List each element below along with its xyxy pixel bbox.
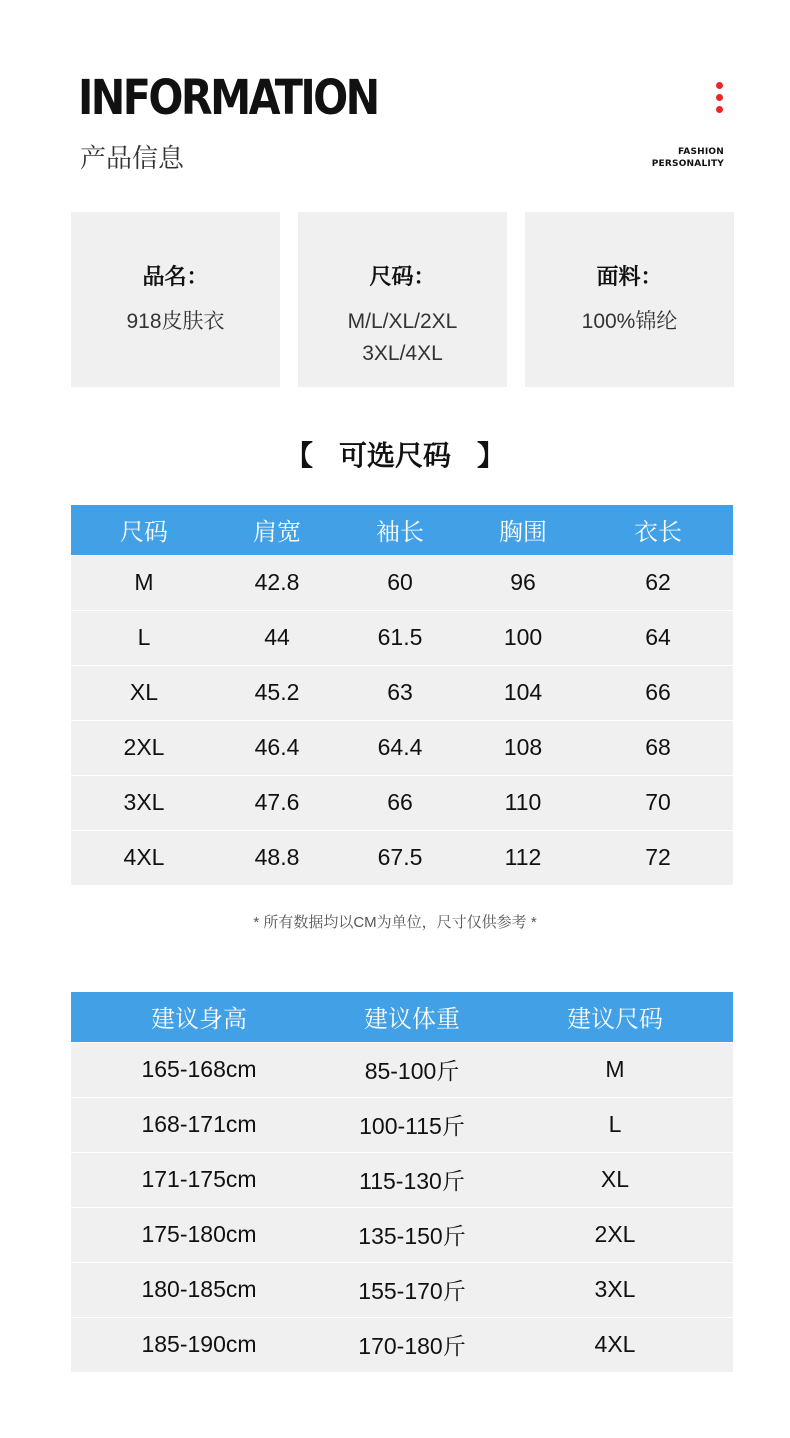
table-cell: 4XL xyxy=(497,1317,733,1372)
table-row xyxy=(71,555,733,610)
card-size xyxy=(298,212,507,387)
table-cell: 44 xyxy=(217,610,337,665)
tagline-line-2: PERSONALITY xyxy=(651,159,724,169)
table-cell: 68 xyxy=(583,720,733,775)
table-cell: 66 xyxy=(337,775,463,830)
card-label: 尺码： xyxy=(369,264,436,289)
bracket-left: 【 xyxy=(284,440,313,471)
table-row xyxy=(71,1262,733,1317)
table-cell: 168-171cm xyxy=(71,1097,327,1152)
table-cell: 61.5 xyxy=(337,610,463,665)
table-row xyxy=(71,665,733,720)
table-header-row xyxy=(71,505,733,555)
column-header: 肩宽 xyxy=(217,505,337,555)
column-header: 建议尺码 xyxy=(497,992,733,1042)
table-cell: 60 xyxy=(337,555,463,610)
table-cell: 48.8 xyxy=(217,830,337,885)
table-cell: 4XL xyxy=(71,830,217,885)
brand-tagline xyxy=(652,146,724,170)
card-product-name xyxy=(71,212,280,387)
size-table xyxy=(71,505,733,885)
table-cell: 135-150斤 xyxy=(327,1207,497,1262)
table-cell: XL xyxy=(71,665,217,720)
page-title: INFORMATION xyxy=(78,70,378,126)
table-cell: 67.5 xyxy=(337,830,463,885)
table-cell: 70 xyxy=(583,775,733,830)
table-cell: 155-170斤 xyxy=(327,1262,497,1317)
card-label: 面料： xyxy=(596,264,663,289)
table-cell: 165-168cm xyxy=(71,1042,327,1097)
table-cell: 64.4 xyxy=(337,720,463,775)
table-cell: 112 xyxy=(463,830,583,885)
table-cell: 104 xyxy=(463,665,583,720)
table-cell: 175-180cm xyxy=(71,1207,327,1262)
card-label: 品名： xyxy=(142,264,209,289)
size-section-title xyxy=(0,436,790,476)
table-cell: 171-175cm xyxy=(71,1152,327,1207)
table-cell: 63 xyxy=(337,665,463,720)
card-fabric xyxy=(525,212,734,387)
card-value-line-2: 3XL/4XL xyxy=(362,342,443,365)
tagline-line-1: FASHION xyxy=(677,147,724,157)
table-row xyxy=(71,1152,733,1207)
table-cell: 110 xyxy=(463,775,583,830)
table-cell: M xyxy=(71,555,217,610)
table-row xyxy=(71,610,733,665)
table-row xyxy=(71,1097,733,1152)
table-cell: 45.2 xyxy=(217,665,337,720)
table-cell: 108 xyxy=(463,720,583,775)
table-cell: 46.4 xyxy=(217,720,337,775)
table-cell: 85-100斤 xyxy=(327,1042,497,1097)
table-row xyxy=(71,1042,733,1097)
recommend-table xyxy=(71,992,733,1372)
table-cell: M xyxy=(497,1042,733,1097)
table-cell: 66 xyxy=(583,665,733,720)
measurement-note: * 所有数据均以CM为单位，尺寸仅供参考 * xyxy=(253,914,537,931)
table-row xyxy=(71,775,733,830)
card-value: 100%锦纶 xyxy=(581,310,678,333)
table-row xyxy=(71,720,733,775)
table-cell: 3XL xyxy=(497,1262,733,1317)
table-cell: 2XL xyxy=(71,720,217,775)
page-subtitle: 产品信息 xyxy=(80,143,185,173)
table-row xyxy=(71,830,733,885)
table-cell: 180-185cm xyxy=(71,1262,327,1317)
table-row xyxy=(71,1317,733,1372)
table-cell: 115-130斤 xyxy=(327,1152,497,1207)
column-header: 尺码 xyxy=(71,505,217,555)
table-cell: 47.6 xyxy=(217,775,337,830)
table-cell: 100-115斤 xyxy=(327,1097,497,1152)
column-header: 胸围 xyxy=(463,505,583,555)
card-value: M/L/XL/2XL xyxy=(347,310,458,333)
column-header: 建议体重 xyxy=(327,992,497,1042)
table-cell: 62 xyxy=(583,555,733,610)
table-row xyxy=(71,1207,733,1262)
column-header: 衣长 xyxy=(583,505,733,555)
table-cell: 185-190cm xyxy=(71,1317,327,1372)
table-cell: 170-180斤 xyxy=(327,1317,497,1372)
column-header: 建议身高 xyxy=(71,992,327,1042)
table-header-row xyxy=(71,992,733,1042)
section-title-text: 可选尺码 xyxy=(338,440,451,471)
more-dots-icon xyxy=(716,82,724,118)
table-cell: XL xyxy=(497,1152,733,1207)
table-cell: 42.8 xyxy=(217,555,337,610)
table-cell: 72 xyxy=(583,830,733,885)
table-cell: L xyxy=(71,610,217,665)
table-cell: 96 xyxy=(463,555,583,610)
table-cell: 64 xyxy=(583,610,733,665)
table-cell: 100 xyxy=(463,610,583,665)
bracket-right: 】 xyxy=(477,440,506,471)
table-cell: L xyxy=(497,1097,733,1152)
column-header: 袖长 xyxy=(337,505,463,555)
table-cell: 3XL xyxy=(71,775,217,830)
card-value: 918皮肤衣 xyxy=(126,310,225,333)
product-info-cards xyxy=(71,212,734,387)
table-cell: 2XL xyxy=(497,1207,733,1262)
